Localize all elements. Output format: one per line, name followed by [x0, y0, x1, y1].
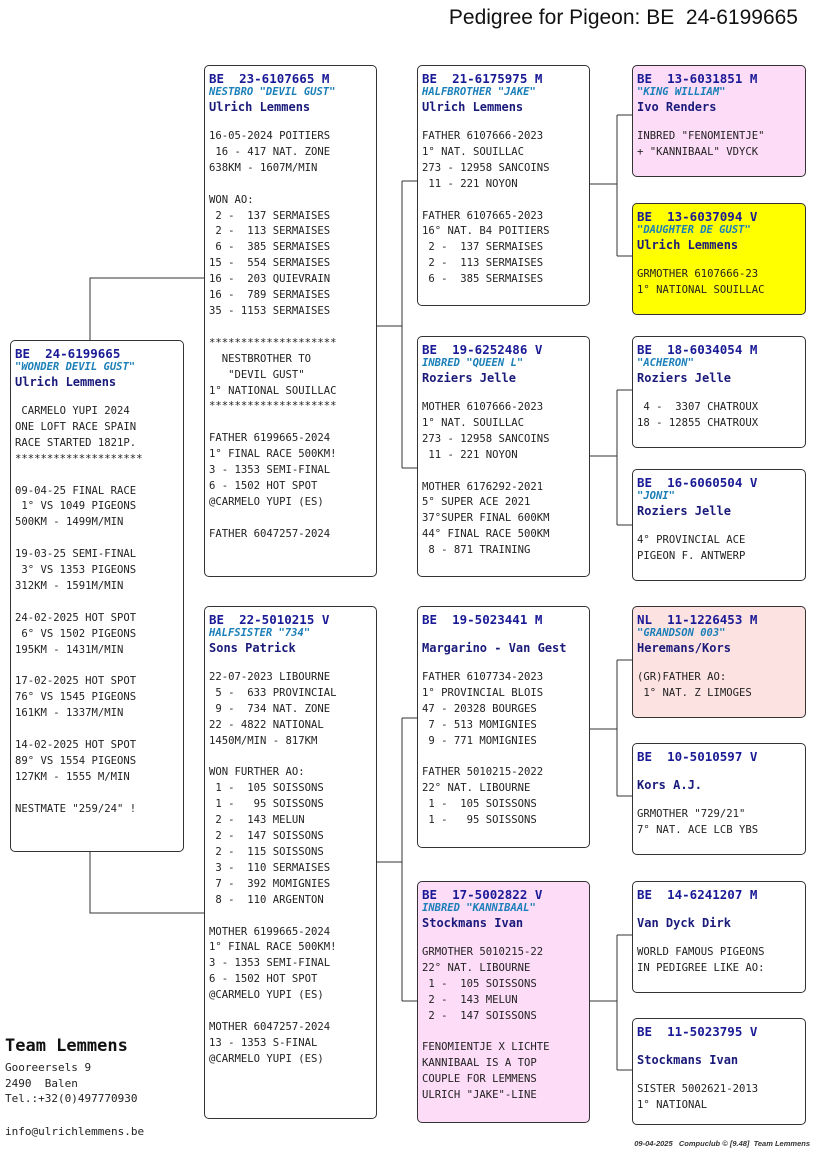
footer-credit: 09-04-2025 Compuclub © [9.48] Team Lemmens	[634, 1139, 810, 1148]
ring-number: BE 24-6199665	[15, 346, 121, 361]
pedigree-card-sdd[interactable]	[632, 469, 806, 581]
performance-info: MOTHER 6107666-2023 1° NAT. SOUILLAC 273 - 12958 SANCOINS 11 - 221 NOYON MOTHER 6176292-2021 5° SUPER ACE 2021 37°SUPER FINAL 600KM 44° FINAL RACE 500KM 8 - 871 TRAINING	[422, 401, 550, 557]
pigeon-name	[637, 902, 805, 915]
ring-number: BE 18-6034054 M	[637, 342, 758, 357]
pedigree-card-ssd[interactable]	[632, 203, 806, 315]
ring-number: BE 11-5023795 V	[637, 1024, 758, 1039]
performance-info: 4° PROVINCIAL ACE PIGEON F. ANTWERP	[637, 534, 746, 562]
pedigree-card-subject[interactable]	[10, 340, 184, 852]
breeder-name: Roziers Jelle	[637, 371, 731, 385]
pigeon-name: "ACHERON"	[637, 357, 694, 369]
ring-number: BE 14-6241207 M	[637, 887, 758, 902]
breeder-name: Kors A.J.	[637, 778, 703, 792]
performance-info: INBRED "FENOMIENTJE" + "KANNIBAAL" VDYCK	[637, 130, 765, 158]
pigeon-name: INBRED "KANNIBAAL"	[422, 902, 536, 914]
pedigree-card-dds[interactable]	[632, 881, 806, 993]
pigeon-name: HALFBROTHER "JAKE"	[422, 86, 536, 98]
pigeon-name: "WONDER DEVIL GUST"	[15, 361, 136, 373]
performance-info: FATHER 6107666-2023 1° NAT. SOUILLAC 273 - 12958 SANCOINS 11 - 221 NOYON FATHER 6107665-2023 16° NAT. B4 POITIERS 2 - 137 SERMAISES 2 - 113 SERMAISES 6 - 385 SERMAISES	[422, 130, 550, 286]
breeder-name: Stockmans Ivan	[422, 916, 524, 930]
team-email[interactable]: info@ulrichlemmens.be	[5, 1125, 145, 1138]
pedigree-card-dss[interactable]	[632, 606, 806, 718]
pedigree-card-sds[interactable]	[632, 336, 806, 448]
pigeon-name: "KING WILLIAM"	[637, 86, 726, 98]
ring-number: BE 21-6175975 M	[422, 71, 543, 86]
breeder-name: Ulrich Lemmens	[637, 238, 739, 252]
ring-number: BE 22-5010215 V	[209, 612, 330, 627]
ring-number: BE 23-6107665 M	[209, 71, 330, 86]
pigeon-name: "GRANDSON 003"	[637, 627, 726, 639]
ring-number: BE 13-6031851 M	[637, 71, 758, 86]
breeder-name: Heremans/Kors	[637, 641, 731, 655]
performance-info: 4 - 3307 CHATROUX 18 - 12855 CHATROUX	[637, 401, 759, 429]
pedigree-card-sire-sire[interactable]	[417, 65, 590, 306]
breeder-name: Roziers Jelle	[422, 371, 516, 385]
breeder-name: Ulrich Lemmens	[15, 375, 117, 389]
performance-info: FATHER 6107734-2023 1° PROVINCIAL BLOIS 47 - 20328 BOURGES 7 - 513 MOMIGNIES 9 - 771 MOMIGNIES FATHER 5010215-2022 22° NAT. LIBOURNE 1 - 105 SOISSONS 1 - 95 SOISSONS	[422, 671, 544, 827]
pigeon-name	[422, 627, 589, 640]
performance-info: WORLD FAMOUS PIGEONS IN PEDIGREE LIKE AO:	[637, 946, 765, 974]
pigeon-name	[637, 764, 805, 777]
team-name: Team Lemmens	[5, 1036, 128, 1056]
pigeon-name: "JONI"	[637, 490, 675, 502]
breeder-name: Ivo Renders	[637, 100, 717, 114]
ring-number: BE 10-5010597 V	[637, 749, 758, 764]
performance-info: SISTER 5002621-2013 1° NATIONAL	[637, 1083, 759, 1111]
performance-info: GRMOTHER 5010215-22 22° NAT. LIBOURNE 1 - 105 SOISSONS 2 - 143 MELUN 2 - 147 SOISSONS FENOMIENTJE X LICHTE KANNIBAAL IS A TOP COUPLE FOR LEMMENS ULRICH "JAKE"-LINE	[422, 946, 550, 1102]
pedigree-card-sire-dam[interactable]	[417, 336, 590, 577]
ring-number: BE 16-6060504 V	[637, 475, 758, 490]
breeder-name: Sons Patrick	[209, 641, 296, 655]
pigeon-name	[637, 1039, 805, 1052]
ring-number: BE 13-6037094 V	[637, 209, 758, 224]
ring-number: NL 11-1226453 M	[637, 612, 758, 627]
pedigree-card-dam-sire[interactable]	[417, 606, 590, 848]
pedigree-card-dam[interactable]	[204, 606, 377, 1119]
ring-number: BE 17-5002822 V	[422, 887, 543, 902]
performance-info: (GR)FATHER AO: 1° NAT. Z LIMOGES	[637, 671, 752, 699]
pigeon-name: HALFSISTER "734"	[209, 627, 311, 639]
page-title: Pedigree for Pigeon: BE 24-6199665	[448, 6, 798, 29]
performance-info: GRMOTHER "729/21" 7° NAT. ACE LCB YBS	[637, 808, 759, 836]
breeder-name: Ulrich Lemmens	[422, 100, 524, 114]
pedigree-card-dam-dam[interactable]	[417, 881, 590, 1123]
pedigree-card-sss[interactable]	[632, 65, 806, 177]
pigeon-name: NESTBRO "DEVIL GUST"	[209, 86, 336, 98]
breeder-name: Van Dyck Dirk	[637, 916, 731, 930]
performance-info: 16-05-2024 POITIERS 16 - 417 NAT. ZONE 638KM - 1607M/MIN WON AO: 2 - 137 SERMAISES 2 - 113 SERMAISES 6 - 385 SERMAISES 15 - 554 SERMAISES 16 - 203 QUIEVRAIN 16 - 789 SERMAISES 35 - 1153 SERMAISES ******************** NESTBROTHER TO "DEVIL GUST" 1° NATIONAL SOUILLAC ******************** FATHER 6199665-2024 1° FINAL RACE 500KM! 3 - 1353 SEMI-FINAL 6 - 1502 HOT SPOT @CARMELO YUPI (ES) FATHER 6047257-2024	[209, 130, 337, 540]
performance-info: CARMELO YUPI 2024 ONE LOFT RACE SPAIN RACE STARTED 1821P. ******************** 09-04-25 FINAL RACE 1° VS 1049 PIGEONS 500KM - 1499M/MIN 19-03-25 SEMI-FINAL 3° VS 1353 PIGEONS 312KM - 1591M/MIN 24-02-2025 HOT SPOT 6° VS 1502 PIGEONS 195KM - 1431M/MIN 17-02-2025 HOT SPOT 76° VS 1545 PIGEONS 161KM - 1337M/MIN 14-02-2025 HOT SPOT 89° VS 1554 PIGEONS 127KM - 1555 M/MIN NESTMATE "259/24" !	[15, 405, 143, 815]
pedigree-card-dsd[interactable]	[632, 743, 806, 855]
performance-info: 22-07-2023 LIBOURNE 5 - 633 PROVINCIAL 9 - 734 NAT. ZONE 22 - 4822 NATIONAL 1450M/MIN - 817KM WON FURTHER AO: 1 - 105 SOISSONS 1 - 95 SOISSONS 2 - 143 MELUN 2 - 147 SOISSONS 2 - 115 SOISSONS 3 - 110 SERMAISES 7 - 392 MOMIGNIES 8 - 110 ARGENTON MOTHER 6199665-2024 1° FINAL RACE 500KM! 3 - 1353 SEMI-FINAL 6 - 1502 HOT SPOT @CARMELO YUPI (ES) MOTHER 6047257-2024 13 - 1353 S-FINAL @CARMELO YUPI (ES)	[209, 671, 337, 1065]
breeder-name: Ulrich Lemmens	[209, 100, 311, 114]
ring-number: BE 19-6252486 V	[422, 342, 543, 357]
pedigree-card-sire[interactable]	[204, 65, 377, 577]
team-address: Gooreersels 9 2490 Balen Tel.:+32(0)497770930	[5, 1061, 138, 1105]
pigeon-name: INBRED "QUEEN L"	[422, 357, 524, 369]
ring-number: BE 19-5023441 M	[422, 612, 543, 627]
performance-info: GRMOTHER 6107666-23 1° NATIONAL SOUILLAC	[637, 268, 765, 296]
breeder-name: Roziers Jelle	[637, 504, 731, 518]
pedigree-card-ddd[interactable]	[632, 1018, 806, 1125]
breeder-name: Stockmans Ivan	[637, 1053, 739, 1067]
breeder-name: Margarino - Van Gest	[422, 641, 567, 655]
pigeon-name: "DAUGHTER DE GUST"	[637, 224, 751, 236]
